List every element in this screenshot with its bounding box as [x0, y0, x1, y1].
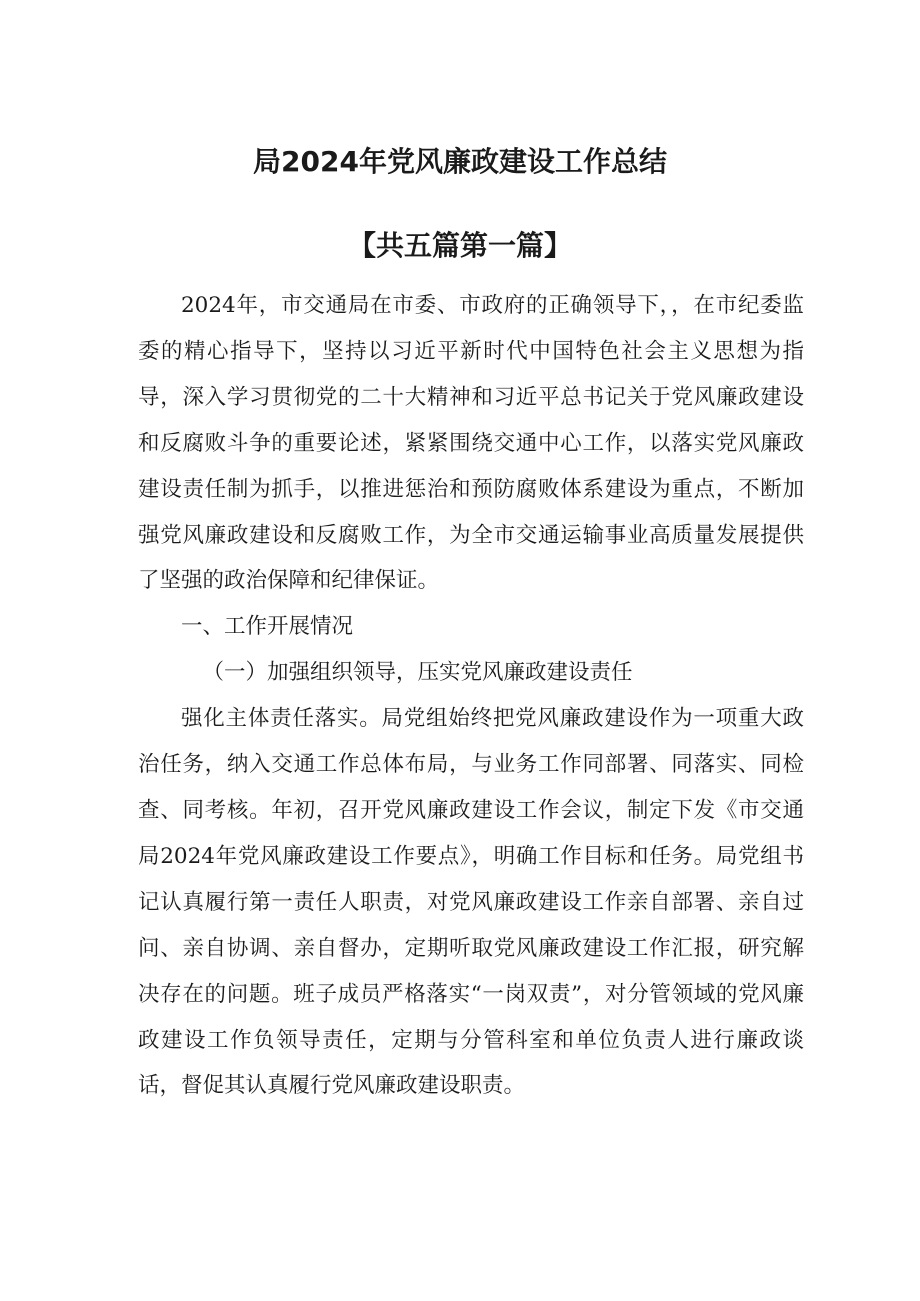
document-body: [138, 283, 804, 1109]
document-subtitle: 【共五篇第一篇】: [347, 229, 572, 262]
section-heading: 一、工作开展情况: [181, 614, 354, 640]
intro-paragraph: 2024年，市交通局在市委、市政府的正确领导下，，在市纪委监委的精心指导下，坚持以习近平新时代中国特色社会主义思想为指导，深入学习贯彻党的二十大精神和习近平总书记关于党风廉政建设和反腐败斗争的重要论述，紧紧围绕交通中心工作，以落实党风廉政建设责任制为抓手，以推进惩治和预防腐败体系建设为重点，不断加强党风廉政建设和反腐败工作，为全市交通运输事业高质量发展提供了坚强的政治保障和纪律保证。: [138, 293, 804, 594]
body-paragraph: 强化主体责任落实。局党组始终把党风廉政建设作为一项重大政治任务，纳入交通工作总体布局，与业务工作同部署、同落实、同检查、同考核。年初，召开党风廉政建设工作会议，制定下发《市交通局2024年党风廉政建设工作要点》，明确工作目标和任务。局党组书记认真履行第一责任人职责，对党风廉政建设工作亲自部署、亲自过问、亲自协调、亲自督办，定期听取党风廉政建设工作汇报，研究解决存在的问题。班子成员严格落实“一岗双责”，对分管领域的党风廉政建设工作负领导责任，定期与分管科室和单位负责人进行廉政谈话，督促其认真履行党风廉政建设职责。: [138, 706, 804, 1099]
document-title: 局2024年党风廉政建设工作总结: [253, 145, 667, 178]
subsection-heading: （一）加强组织领导，压实党风廉政建设责任: [202, 660, 633, 686]
